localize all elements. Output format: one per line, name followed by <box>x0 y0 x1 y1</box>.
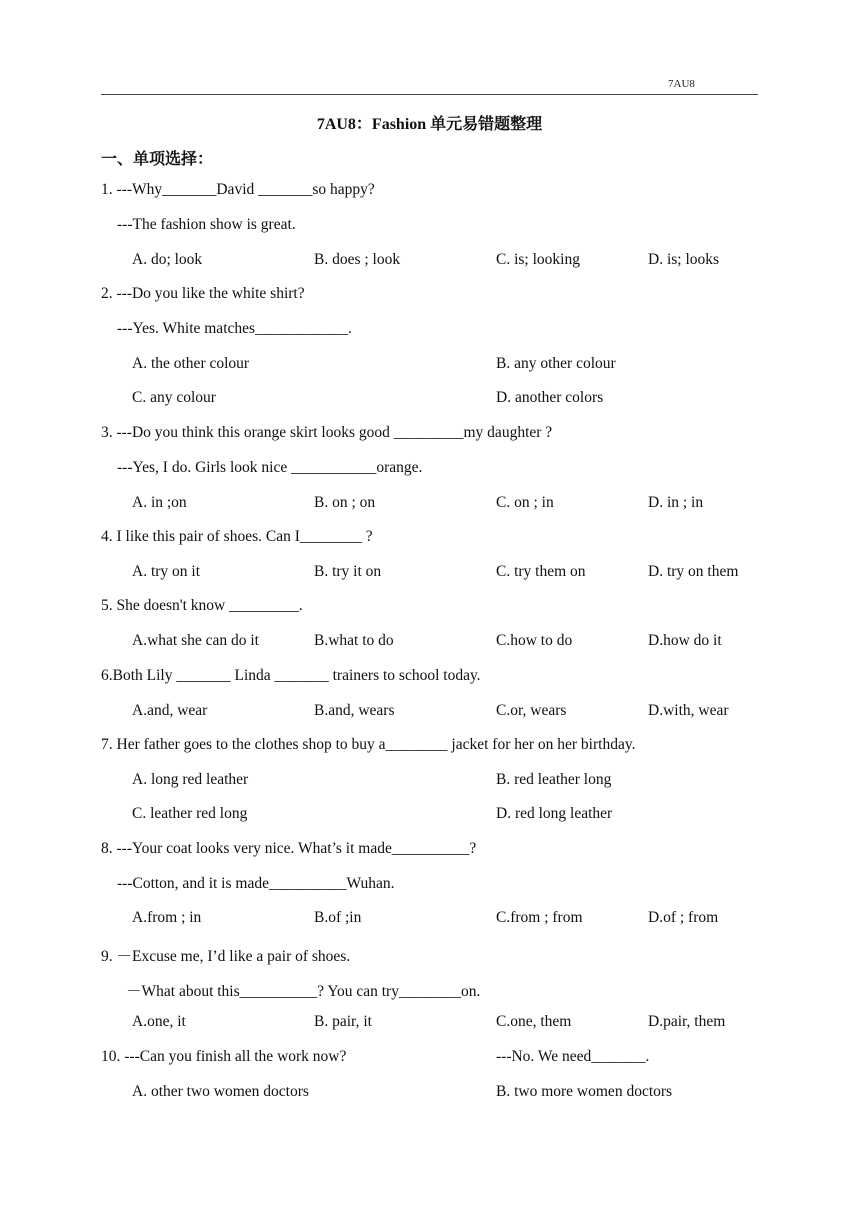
question-5-option-a: A.what she can do it <box>132 632 259 649</box>
question-6-option-c: C.or, wears <box>496 702 567 719</box>
question-3-option-b: B. on ; on <box>314 494 376 511</box>
question-7-option-a: A. long red leather <box>132 771 249 788</box>
question-8-option-a: A.from ; in <box>132 909 202 926</box>
question-8-option-c: C.from ; from <box>496 909 583 926</box>
question-9-option-d: D.pair, them <box>648 1013 726 1030</box>
question-1-option-a: A. do; look <box>132 251 203 268</box>
question-5-option-d: D.how do it <box>648 632 722 649</box>
question-9-option-b: B. pair, it <box>314 1013 372 1030</box>
question-8-option-d: D.of ; from <box>648 909 719 926</box>
question-8-reply: ---Cotton, and it is made__________Wuhan. <box>117 875 395 892</box>
question-3-stem: 3. ---Do you think this orange skirt looks good _________my daughter ? <box>101 424 553 441</box>
question-4-option-b: B. try it on <box>314 563 382 580</box>
question-10-option-b: B. two more women doctors <box>496 1083 673 1100</box>
question-1-reply: ---The fashion show is great. <box>117 216 296 233</box>
question-6-stem: 6.Both Lily _______ Linda _______ trainers to school today. <box>101 667 481 684</box>
question-2-option-d: D. another colors <box>496 389 604 406</box>
question-2-option-b: B. any other colour <box>496 355 616 372</box>
question-3-option-a: A. in ;on <box>132 494 187 511</box>
question-8-stem: 8. ---Your coat looks very nice. What’s it made__________? <box>101 840 477 857</box>
question-1-option-b: B. does ; look <box>314 251 401 268</box>
question-4-option-a: A. try on it <box>132 563 201 580</box>
question-10-stem-right: ---No. We need_______. <box>496 1048 650 1065</box>
question-3-option-c: C. on ; in <box>496 494 554 511</box>
question-1-option-d: D. is; looks <box>648 251 720 268</box>
question-7-option-c: C. leather red long <box>132 805 248 822</box>
question-7-option-b: B. red leather long <box>496 771 612 788</box>
question-9-stem: 9. －Excuse me, I’d like a pair of shoes. <box>101 948 351 965</box>
question-10-stem: 10. ---Can you finish all the work now? <box>101 1048 347 1065</box>
question-4-option-d: D. try on them <box>648 563 739 580</box>
question-4-stem: 4. I like this pair of shoes. Can I________ ? <box>101 528 373 545</box>
question-6-option-a: A.and, wear <box>132 702 208 719</box>
question-5-option-c: C.how to do <box>496 632 573 649</box>
question-1-stem: 1. ---Why_______David _______so happy? <box>101 181 375 198</box>
question-5-option-b: B.what to do <box>314 632 394 649</box>
header-rule <box>101 94 758 95</box>
question-9-option-c: C.one, them <box>496 1013 572 1030</box>
question-6-option-d: D.with, wear <box>648 702 729 719</box>
question-2-reply: ---Yes. White matches____________. <box>117 320 352 337</box>
section-heading: 一、单项选择： <box>101 151 214 168</box>
question-6-option-b: B.and, wears <box>314 702 395 719</box>
question-2-option-a: A. the other colour <box>132 355 250 372</box>
question-2-option-c: C. any colour <box>132 389 216 406</box>
header-code: 7AU8 <box>668 78 695 90</box>
document-title: 7AU8：Fashion 单元易错题整理 <box>316 116 543 133</box>
question-4-option-c: C. try them on <box>496 563 586 580</box>
question-8-option-b: B.of ;in <box>314 909 362 926</box>
question-9-reply: －What about this__________? You can try________on. <box>126 983 481 1000</box>
question-7-option-d: D. red long leather <box>496 805 613 822</box>
question-1-option-c: C. is; looking <box>496 251 580 268</box>
question-3-reply: ---Yes, I do. Girls look nice ___________orange. <box>117 459 423 476</box>
question-7-stem: 7. Her father goes to the clothes shop to buy a________ jacket for her on her birthday. <box>101 736 636 753</box>
question-10-option-a: A. other two women doctors <box>132 1083 309 1100</box>
question-5-stem: 5. She doesn't know _________. <box>101 597 303 614</box>
question-2-stem: 2. ---Do you like the white shirt? <box>101 285 305 302</box>
question-3-option-d: D. in ; in <box>648 494 704 511</box>
question-9-option-a: A.one, it <box>132 1013 186 1030</box>
